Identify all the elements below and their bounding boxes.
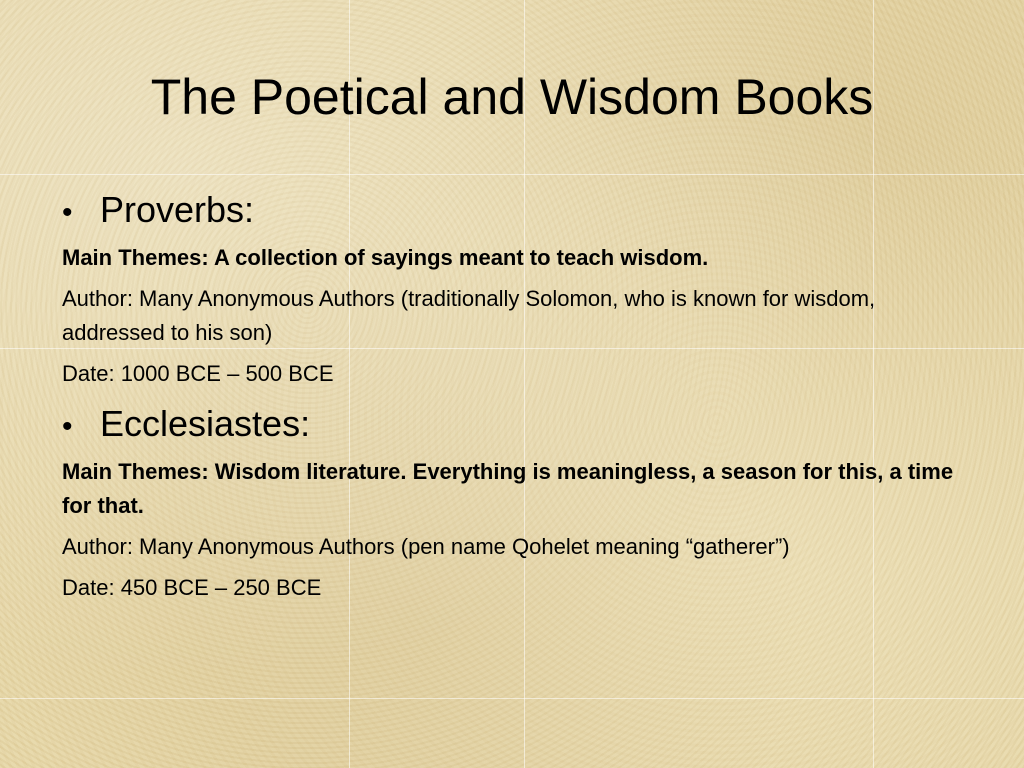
author-text: Author: Many Anonymous Authors (traditionally Solomon, who is known for wisdom, addressed to his son) xyxy=(62,286,876,345)
bullet-icon: • xyxy=(62,196,73,229)
main-themes-text: Main Themes: Wisdom literature. Everything is meaningless, a season for this, a time for that. xyxy=(62,459,954,518)
section-heading: Ecclesiastes: xyxy=(100,403,311,444)
author-text: Author: Many Anonymous Authors (pen name Qohelet meaning “gatherer”) xyxy=(62,534,790,559)
date-text: Date: 450 BCE – 250 BCE xyxy=(62,575,322,600)
bullet-heading-ecclesiastes xyxy=(62,402,962,449)
bullet-icon: • xyxy=(62,410,73,443)
background-seam xyxy=(0,174,1024,175)
main-themes-text: Main Themes: A collection of sayings meant to teach wisdom. xyxy=(62,245,709,270)
section-heading: Proverbs: xyxy=(100,189,255,230)
slide-content xyxy=(62,188,962,612)
date-text: Date: 1000 BCE – 500 BCE xyxy=(62,361,334,386)
slide-title: The Poetical and Wisdom Books xyxy=(150,69,874,125)
bullet-heading-proverbs xyxy=(62,188,962,235)
background-seam xyxy=(0,698,1024,699)
